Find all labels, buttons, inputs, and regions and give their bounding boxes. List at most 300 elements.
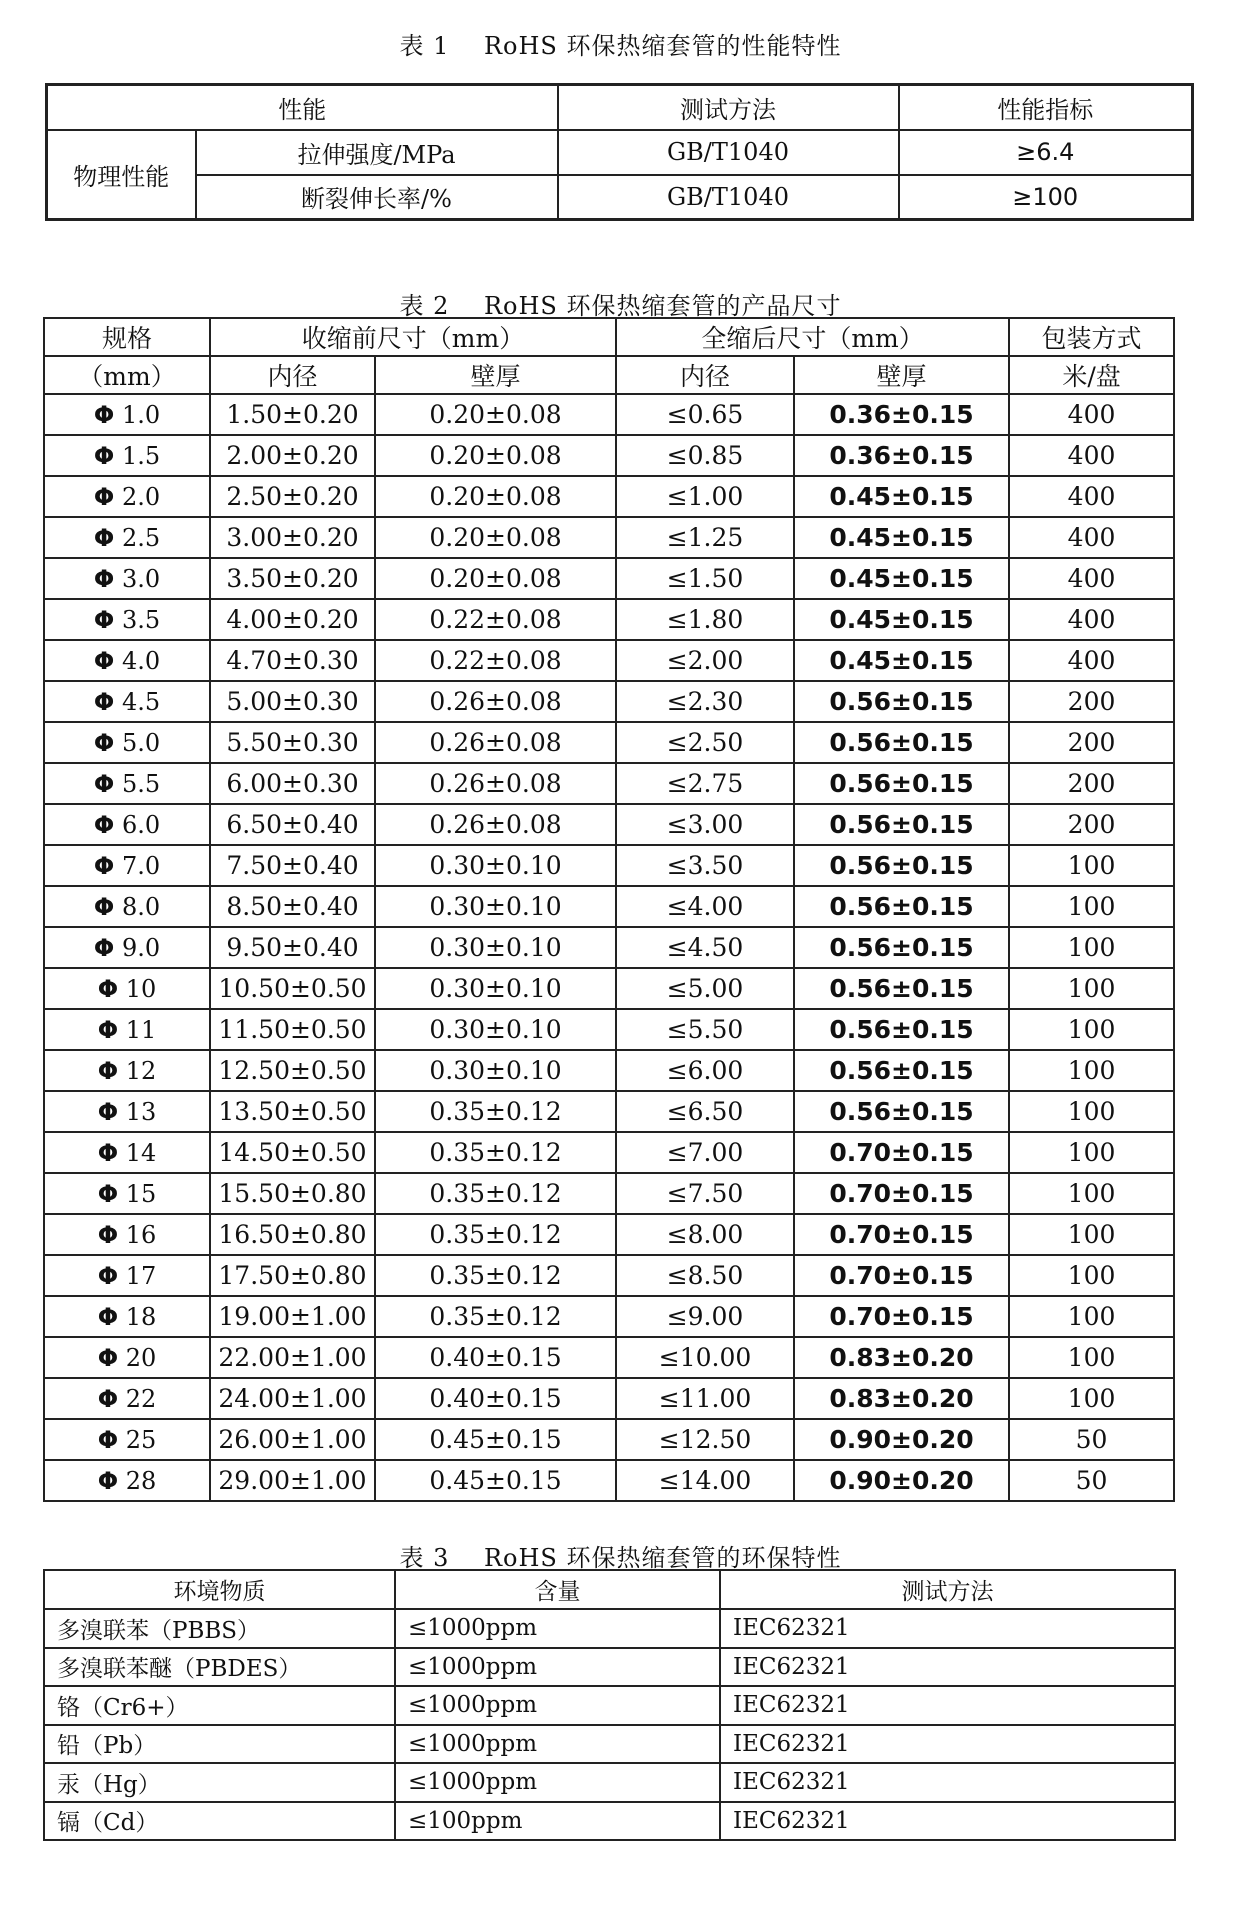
wall-after: 0.56±0.15 (794, 968, 1009, 1009)
substance-test-method: IEC62321 (720, 1802, 1175, 1841)
table-row (44, 1378, 1174, 1419)
phi-symbol: Φ (97, 1343, 119, 1372)
inner-diameter-after: ≤9.00 (616, 1296, 794, 1337)
inner-diameter-before: 3.50±0.20 (210, 558, 375, 599)
table1-caption: 表 1 RoHS 环保热缩套管的性能特性 (399, 32, 842, 60)
substance-test-method: IEC62321 (720, 1686, 1175, 1725)
table-row (44, 394, 1174, 435)
table-row (44, 1686, 1175, 1725)
property-value: ≥6.4 (899, 130, 1193, 175)
pack-meters: 50 (1009, 1419, 1174, 1460)
header-wall-before: 壁厚 (375, 356, 616, 394)
spec-cell (44, 1296, 210, 1337)
header-inner-diameter-before: 内径 (210, 356, 375, 394)
table-subheader-row (44, 356, 1174, 394)
phi-symbol: Φ (93, 933, 115, 962)
header-size-before: 收缩前尺寸（mm） (210, 318, 616, 356)
header-spec-unit: （mm） (44, 356, 210, 394)
inner-diameter-before: 3.00±0.20 (210, 517, 375, 558)
phi-symbol: Φ (93, 810, 115, 839)
pack-meters: 400 (1009, 435, 1174, 476)
wall-after: 0.56±0.15 (794, 1050, 1009, 1091)
spec-cell (44, 558, 210, 599)
spec-cell (44, 804, 210, 845)
spec-cell (44, 1460, 210, 1501)
wall-after: 0.56±0.15 (794, 722, 1009, 763)
wall-before: 0.30±0.10 (375, 1050, 616, 1091)
spec-value: 28 (125, 1466, 157, 1495)
phi-symbol: Φ (97, 1384, 119, 1413)
wall-after: 0.70±0.15 (794, 1214, 1009, 1255)
inner-diameter-after: ≤2.75 (616, 763, 794, 804)
inner-diameter-before: 22.00±1.00 (210, 1337, 375, 1378)
phi-symbol: Φ (97, 1302, 119, 1331)
phi-symbol: Φ (93, 400, 115, 429)
inner-diameter-after: ≤2.30 (616, 681, 794, 722)
inner-diameter-before: 16.50±0.80 (210, 1214, 375, 1255)
table-row (44, 804, 1174, 845)
pack-meters: 100 (1009, 886, 1174, 927)
inner-diameter-after: ≤5.00 (616, 968, 794, 1009)
table-header-row (47, 85, 1193, 130)
wall-after: 0.36±0.15 (794, 435, 1009, 476)
spec-value: 22 (125, 1384, 157, 1413)
pack-meters: 400 (1009, 599, 1174, 640)
table-row (44, 1173, 1174, 1214)
inner-diameter-after: ≤7.50 (616, 1173, 794, 1214)
inner-diameter-after: ≤3.50 (616, 845, 794, 886)
spec-cell (44, 1419, 210, 1460)
inner-diameter-after: ≤0.85 (616, 435, 794, 476)
substance-content: ≤1000ppm (395, 1686, 720, 1725)
spec-cell (44, 886, 210, 927)
wall-before: 0.35±0.12 (375, 1091, 616, 1132)
phi-symbol: Φ (93, 892, 115, 921)
wall-after: 0.90±0.20 (794, 1460, 1009, 1501)
pack-meters: 200 (1009, 722, 1174, 763)
header-test-method: 测试方法 (558, 85, 899, 130)
dimensions-table (43, 317, 1175, 1502)
spec-cell (44, 1255, 210, 1296)
wall-after: 0.56±0.15 (794, 804, 1009, 845)
inner-diameter-before: 2.50±0.20 (210, 476, 375, 517)
wall-after: 0.56±0.15 (794, 681, 1009, 722)
header-content: 含量 (395, 1570, 720, 1609)
inner-diameter-before: 12.50±0.50 (210, 1050, 375, 1091)
pack-meters: 400 (1009, 476, 1174, 517)
table-row (44, 1296, 1174, 1337)
group-physical-properties: 物理性能 (47, 130, 196, 220)
table-row (44, 1337, 1174, 1378)
wall-after: 0.70±0.15 (794, 1255, 1009, 1296)
phi-symbol: Φ (97, 1466, 119, 1495)
spec-cell (44, 763, 210, 804)
wall-after: 0.56±0.15 (794, 886, 1009, 927)
spec-value: 10 (125, 974, 157, 1003)
header-size-after: 全缩后尺寸（mm） (616, 318, 1009, 356)
wall-after: 0.45±0.15 (794, 558, 1009, 599)
property-name: 断裂伸长率/% (196, 175, 558, 220)
spec-cell (44, 1132, 210, 1173)
inner-diameter-after: ≤3.00 (616, 804, 794, 845)
pack-meters: 400 (1009, 558, 1174, 599)
inner-diameter-before: 29.00±1.00 (210, 1460, 375, 1501)
inner-diameter-after: ≤12.50 (616, 1419, 794, 1460)
inner-diameter-before: 8.50±0.40 (210, 886, 375, 927)
wall-after: 0.83±0.20 (794, 1337, 1009, 1378)
phi-symbol: Φ (97, 1425, 119, 1454)
pack-meters: 400 (1009, 394, 1174, 435)
phi-symbol: Φ (93, 687, 115, 716)
header-pack-unit: 米/盘 (1009, 356, 1174, 394)
inner-diameter-after: ≤8.00 (616, 1214, 794, 1255)
inner-diameter-before: 6.00±0.30 (210, 763, 375, 804)
wall-before: 0.30±0.10 (375, 927, 616, 968)
phi-symbol: Φ (97, 1015, 119, 1044)
spec-cell (44, 722, 210, 763)
inner-diameter-before: 17.50±0.80 (210, 1255, 375, 1296)
inner-diameter-after: ≤1.25 (616, 517, 794, 558)
inner-diameter-before: 4.70±0.30 (210, 640, 375, 681)
phi-symbol: Φ (97, 1097, 119, 1126)
table-row (47, 130, 1193, 175)
table-row (47, 175, 1193, 220)
pack-meters: 100 (1009, 1091, 1174, 1132)
phi-symbol: Φ (93, 605, 115, 634)
table-row (44, 968, 1174, 1009)
wall-before: 0.20±0.08 (375, 558, 616, 599)
wall-before: 0.20±0.08 (375, 517, 616, 558)
spec-value: 9.0 (121, 933, 161, 962)
phi-symbol: Φ (93, 851, 115, 880)
inner-diameter-before: 6.50±0.40 (210, 804, 375, 845)
spec-cell (44, 1337, 210, 1378)
table-row (44, 763, 1174, 804)
inner-diameter-before: 19.00±1.00 (210, 1296, 375, 1337)
spec-cell (44, 517, 210, 558)
spec-value: 3.0 (121, 564, 161, 593)
pack-meters: 100 (1009, 1050, 1174, 1091)
pack-meters: 100 (1009, 1337, 1174, 1378)
table-row (44, 435, 1174, 476)
substance-test-method: IEC62321 (720, 1763, 1175, 1802)
table-row (44, 886, 1174, 927)
pack-meters: 100 (1009, 927, 1174, 968)
pack-meters: 400 (1009, 517, 1174, 558)
spec-value: 20 (125, 1343, 157, 1372)
phi-symbol: Φ (93, 646, 115, 675)
inner-diameter-before: 26.00±1.00 (210, 1419, 375, 1460)
substance-content: ≤1000ppm (395, 1763, 720, 1802)
pack-meters: 100 (1009, 1296, 1174, 1337)
inner-diameter-after: ≤1.50 (616, 558, 794, 599)
phi-symbol: Φ (97, 974, 119, 1003)
inner-diameter-before: 11.50±0.50 (210, 1009, 375, 1050)
pack-meters: 100 (1009, 1132, 1174, 1173)
wall-after: 0.90±0.20 (794, 1419, 1009, 1460)
table-row (44, 476, 1174, 517)
substance-content: ≤1000ppm (395, 1609, 720, 1648)
wall-after: 0.45±0.15 (794, 517, 1009, 558)
header-performance-index: 性能指标 (899, 85, 1193, 130)
pack-meters: 200 (1009, 681, 1174, 722)
wall-before: 0.35±0.12 (375, 1173, 616, 1214)
spec-cell (44, 1091, 210, 1132)
spec-cell (44, 968, 210, 1009)
wall-before: 0.35±0.12 (375, 1132, 616, 1173)
spec-cell (44, 435, 210, 476)
spec-value: 3.5 (121, 605, 161, 634)
substance-name: 多溴联苯（PBBS） (44, 1609, 395, 1648)
substance-content: ≤1000ppm (395, 1725, 720, 1764)
phi-symbol: Φ (93, 482, 115, 511)
wall-before: 0.26±0.08 (375, 722, 616, 763)
inner-diameter-before: 14.50±0.50 (210, 1132, 375, 1173)
spec-value: 6.0 (121, 810, 161, 839)
inner-diameter-before: 9.50±0.40 (210, 927, 375, 968)
pack-meters: 100 (1009, 845, 1174, 886)
inner-diameter-after: ≤4.50 (616, 927, 794, 968)
wall-before: 0.26±0.08 (375, 804, 616, 845)
wall-before: 0.30±0.10 (375, 845, 616, 886)
wall-before: 0.22±0.08 (375, 640, 616, 681)
wall-before: 0.45±0.15 (375, 1460, 616, 1501)
inner-diameter-before: 24.00±1.00 (210, 1378, 375, 1419)
spec-value: 2.5 (121, 523, 161, 552)
environmental-table (43, 1569, 1176, 1841)
table-row (44, 517, 1174, 558)
spec-cell (44, 1173, 210, 1214)
header-substance: 环境物质 (44, 1570, 395, 1609)
wall-before: 0.26±0.08 (375, 763, 616, 804)
table-row (44, 722, 1174, 763)
pack-meters: 200 (1009, 763, 1174, 804)
inner-diameter-before: 1.50±0.20 (210, 394, 375, 435)
phi-symbol: Φ (97, 1138, 119, 1167)
spec-value: 18 (125, 1302, 157, 1331)
spec-value: 15 (125, 1179, 157, 1208)
substance-name: 多溴联苯醚（PBDES） (44, 1648, 395, 1687)
pack-meters: 100 (1009, 1009, 1174, 1050)
spec-value: 1.5 (121, 441, 161, 470)
spec-value: 13 (125, 1097, 157, 1126)
header-inner-diameter-after: 内径 (616, 356, 794, 394)
header-performance: 性能 (47, 85, 558, 130)
wall-after: 0.36±0.15 (794, 394, 1009, 435)
substance-content: ≤1000ppm (395, 1648, 720, 1687)
spec-value: 16 (125, 1220, 157, 1249)
property-name: 拉伸强度/MPa (196, 130, 558, 175)
pack-meters: 50 (1009, 1460, 1174, 1501)
substance-name: 铅（Pb） (44, 1725, 395, 1764)
phi-symbol: Φ (97, 1220, 119, 1249)
wall-before: 0.20±0.08 (375, 435, 616, 476)
pack-meters: 100 (1009, 1173, 1174, 1214)
table-row (44, 1802, 1175, 1841)
table-row (44, 1091, 1174, 1132)
spec-cell (44, 1050, 210, 1091)
spec-cell (44, 1378, 210, 1419)
phi-symbol: Φ (93, 769, 115, 798)
inner-diameter-before: 2.00±0.20 (210, 435, 375, 476)
wall-before: 0.35±0.12 (375, 1296, 616, 1337)
inner-diameter-after: ≤6.00 (616, 1050, 794, 1091)
wall-after: 0.56±0.15 (794, 845, 1009, 886)
inner-diameter-before: 7.50±0.40 (210, 845, 375, 886)
inner-diameter-before: 5.50±0.30 (210, 722, 375, 763)
wall-after: 0.56±0.15 (794, 763, 1009, 804)
table-row (44, 640, 1174, 681)
inner-diameter-after: ≤2.00 (616, 640, 794, 681)
table-row (44, 1009, 1174, 1050)
spec-value: 8.0 (121, 892, 161, 921)
substance-name: 镉（Cd） (44, 1802, 395, 1841)
inner-diameter-after: ≤5.50 (616, 1009, 794, 1050)
substance-content: ≤100ppm (395, 1802, 720, 1841)
wall-before: 0.26±0.08 (375, 681, 616, 722)
table-row (44, 1460, 1174, 1501)
table-row (44, 845, 1174, 886)
table-row (44, 1609, 1175, 1648)
property-method: GB/T1040 (558, 175, 899, 220)
spec-value: 4.5 (121, 687, 161, 716)
inner-diameter-after: ≤8.50 (616, 1255, 794, 1296)
table-row (44, 1648, 1175, 1687)
inner-diameter-after: ≤7.00 (616, 1132, 794, 1173)
wall-after: 0.56±0.15 (794, 927, 1009, 968)
spec-cell (44, 640, 210, 681)
spec-cell (44, 1009, 210, 1050)
inner-diameter-before: 5.00±0.30 (210, 681, 375, 722)
spec-value: 5.5 (121, 769, 161, 798)
property-method: GB/T1040 (558, 130, 899, 175)
table-row (44, 1725, 1175, 1764)
pack-meters: 400 (1009, 640, 1174, 681)
header-spec: 规格 (44, 318, 210, 356)
inner-diameter-after: ≤10.00 (616, 1337, 794, 1378)
table-row (44, 1214, 1174, 1255)
phi-symbol: Φ (97, 1261, 119, 1290)
wall-after: 0.45±0.15 (794, 640, 1009, 681)
wall-before: 0.35±0.12 (375, 1214, 616, 1255)
substance-test-method: IEC62321 (720, 1609, 1175, 1648)
inner-diameter-after: ≤0.65 (616, 394, 794, 435)
pack-meters: 100 (1009, 968, 1174, 1009)
table-row (44, 558, 1174, 599)
wall-after: 0.45±0.15 (794, 599, 1009, 640)
wall-before: 0.30±0.10 (375, 1009, 616, 1050)
header-wall-after: 壁厚 (794, 356, 1009, 394)
spec-value: 5.0 (121, 728, 161, 757)
table-row (44, 681, 1174, 722)
table-row (44, 599, 1174, 640)
header-packaging: 包装方式 (1009, 318, 1174, 356)
wall-before: 0.20±0.08 (375, 394, 616, 435)
inner-diameter-before: 10.50±0.50 (210, 968, 375, 1009)
inner-diameter-after: ≤6.50 (616, 1091, 794, 1132)
table-row (44, 927, 1174, 968)
inner-diameter-after: ≤1.80 (616, 599, 794, 640)
wall-after: 0.56±0.15 (794, 1091, 1009, 1132)
table2-caption: 表 2 RoHS 环保热缩套管的产品尺寸 (399, 292, 842, 320)
pack-meters: 100 (1009, 1378, 1174, 1419)
spec-value: 17 (125, 1261, 157, 1290)
wall-before: 0.20±0.08 (375, 476, 616, 517)
phi-symbol: Φ (93, 728, 115, 757)
wall-after: 0.70±0.15 (794, 1173, 1009, 1214)
spec-value: 14 (125, 1138, 157, 1167)
table-header-row (44, 318, 1174, 356)
table-row (44, 1763, 1175, 1802)
spec-value: 25 (125, 1425, 157, 1454)
wall-before: 0.22±0.08 (375, 599, 616, 640)
substance-test-method: IEC62321 (720, 1725, 1175, 1764)
table-row (44, 1050, 1174, 1091)
wall-before: 0.35±0.12 (375, 1255, 616, 1296)
table-row (44, 1419, 1174, 1460)
phi-symbol: Φ (93, 564, 115, 593)
spec-cell (44, 394, 210, 435)
spec-cell (44, 1214, 210, 1255)
spec-value: 7.0 (121, 851, 161, 880)
substance-name: 铬（Cr6+） (44, 1686, 395, 1725)
property-value: ≥100 (899, 175, 1193, 220)
spec-value: 4.0 (121, 646, 161, 675)
spec-value: 11 (125, 1015, 157, 1044)
inner-diameter-after: ≤1.00 (616, 476, 794, 517)
pack-meters: 100 (1009, 1255, 1174, 1296)
phi-symbol: Φ (93, 441, 115, 470)
wall-before: 0.40±0.15 (375, 1378, 616, 1419)
inner-diameter-before: 15.50±0.80 (210, 1173, 375, 1214)
spec-cell (44, 681, 210, 722)
wall-after: 0.70±0.15 (794, 1296, 1009, 1337)
inner-diameter-after: ≤2.50 (616, 722, 794, 763)
wall-before: 0.30±0.10 (375, 968, 616, 1009)
phi-symbol: Φ (97, 1056, 119, 1085)
spec-value: 12 (125, 1056, 157, 1085)
table-row (44, 1255, 1174, 1296)
wall-before: 0.30±0.10 (375, 886, 616, 927)
spec-cell (44, 476, 210, 517)
inner-diameter-after: ≤4.00 (616, 886, 794, 927)
substance-name: 汞（Hg） (44, 1763, 395, 1802)
spec-cell (44, 845, 210, 886)
pack-meters: 100 (1009, 1214, 1174, 1255)
phi-symbol: Φ (93, 523, 115, 552)
header-test-method: 测试方法 (720, 1570, 1175, 1609)
wall-after: 0.56±0.15 (794, 1009, 1009, 1050)
inner-diameter-after: ≤14.00 (616, 1460, 794, 1501)
wall-after: 0.83±0.20 (794, 1378, 1009, 1419)
spec-cell (44, 927, 210, 968)
wall-before: 0.40±0.15 (375, 1337, 616, 1378)
table-row (44, 1132, 1174, 1173)
spec-cell (44, 599, 210, 640)
wall-before: 0.45±0.15 (375, 1419, 616, 1460)
pack-meters: 200 (1009, 804, 1174, 845)
spec-value: 2.0 (121, 482, 161, 511)
table3-caption: 表 3 RoHS 环保热缩套管的环保特性 (399, 1544, 842, 1572)
table-header-row (44, 1570, 1175, 1609)
phi-symbol: Φ (97, 1179, 119, 1208)
spec-value: 1.0 (121, 400, 161, 429)
wall-after: 0.70±0.15 (794, 1132, 1009, 1173)
wall-after: 0.45±0.15 (794, 476, 1009, 517)
substance-test-method: IEC62321 (720, 1648, 1175, 1687)
inner-diameter-before: 4.00±0.20 (210, 599, 375, 640)
performance-table (45, 83, 1194, 221)
